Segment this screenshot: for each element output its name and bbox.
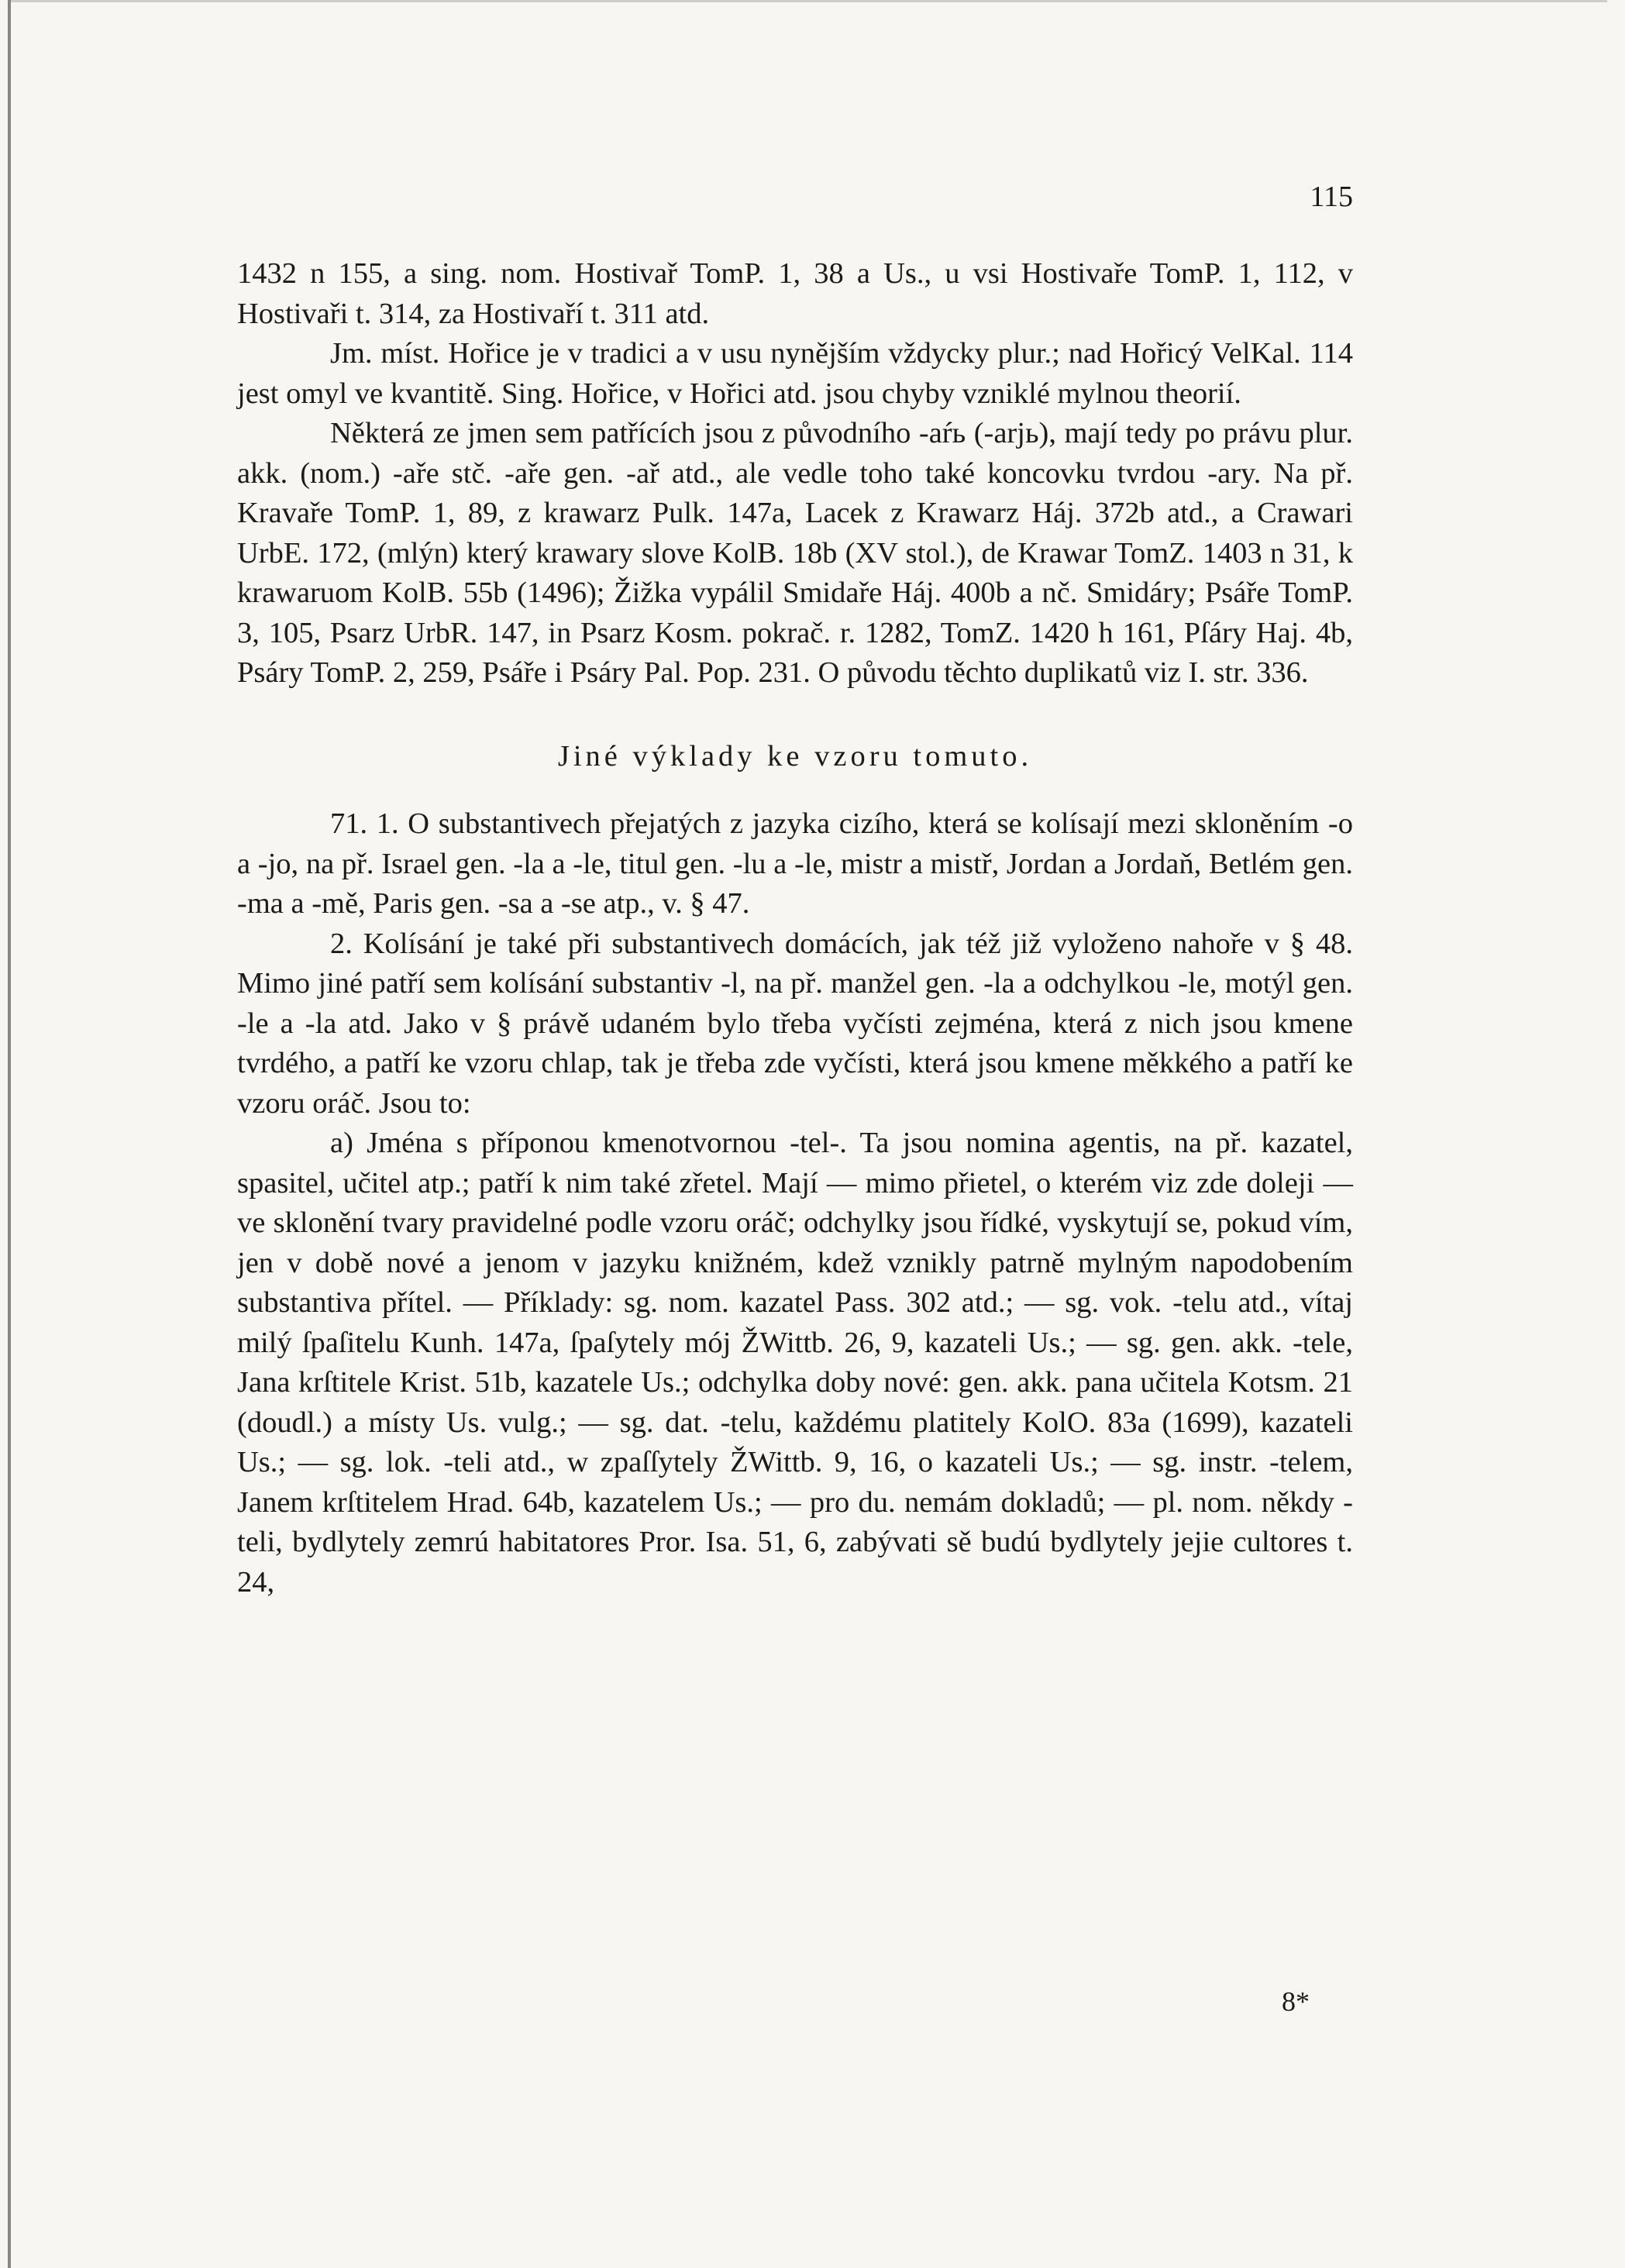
scan-edge-top	[11, 0, 1607, 2]
scan-edge-left	[8, 0, 11, 2268]
page-number: 115	[1310, 181, 1353, 213]
paragraph-71-2: 2. Kolísání je také při substantivech domácích, jak též již vyloženo nahoře v § 48. Mimo jiné patří sem kolísání substantiv -l, na př. manžel gen. -la a odchylkou -le, motýl gen. -le a -la atd. Jako v § právě udaném bylo třeba vyčísti zejména, která z nich jsou kmene tvrdého, a patří ke vzoru chlap, tak je třeba zde vyčísti, která jsou kmene měkkého a patří ke vzoru oráč. Jsou to:	[237, 927, 1353, 1120]
signature-mark: 8*	[1282, 1986, 1310, 2017]
body-text	[237, 254, 1353, 1602]
paragraph-ar-forms: Některá ze jmen sem patřících jsou z původního -aŕь (-arjь), mají tedy po právu plur. akk. (nom.) -aře stč. -aře gen. -ař atd., ale vedle toho také koncovku tvrdou -ary. Na př. Kravaře TomP. 1, 89, z krawarz Pulk. 147a, Lacek z Krawarz Háj. 372b atd., a Crawari UrbE. 172, (mlýn) který krawary slove KolB. 18b (XV stol.), de Krawar TomZ. 1403 n 31, k krawaruom KolB. 55b (1496); Žižka vypálil Smidaře Háj. 400b a nč. Smidáry; Psáře TomP. 3, 105, Psarz UrbR. 147, in Psarz Kosm. pokrač. r. 1282, TomZ. 1420 h 161, Pſáry Haj. 4b, Psáry TomP. 2, 259, Psáře i Psáry Pal. Pop. 231. O původu těchto duplikatů viz I. str. 336.	[237, 417, 1353, 689]
paragraph-hostivar: 1432 n 155, a sing. nom. Hostivař TomP. 1, 38 a Us., u vsi Hostivaře TomP. 1, 112, v Hostivaři t. 314, za Hostivaří t. 311 atd.	[237, 257, 1353, 330]
paragraph-71-2a: a) Jména s příponou kmenotvornou -tel-. Ta jsou nomina agentis, na př. kazatel, spasitel, učitel atp.; patří k nim také zřetel. Mají — mimo přietel, o kterém viz zde doleji — ve sklonění tvary pravidelné podle vzoru oráč; odchylky jsou řídké, vyskytují se, pokud vím, jen v době nové a jenom v jazyku knižném, kdež vznikly patrně mylným napodobením substantiva přítel. — Příklady: sg. nom. kazatel Pass. 302 atd.; — sg. vok. -telu atd., vítaj milý ſpaſitelu Kunh. 147a, ſpaſytely mój ŽWittb. 26, 9, kazateli Us.; — sg. gen. akk. -tele, Jana krſtitele Krist. 51b, kazatele Us.; odchylka doby nové: gen. akk. pana učitela Kotsm. 21 (doudl.) a místy Us. vulg.; — sg. dat. -telu, každému platitely KolO. 83a (1699), kazateli Us.; — sg. lok. -teli atd., w zpaſſytely ŽWittb. 9, 16, o kazateli Us.; — sg. instr. -telem, Janem krſtitelem Hrad. 64b, kazatelem Us.; — pro du. nemám dokladů; — pl. nom. někdy -teli, bydlytely zemrú habitatores Pror. Isa. 51, 6, zabývati sě budú bydlytely jejie cultores t. 24,	[237, 1127, 1353, 1599]
section-heading: Jiné výklady ke vzoru tomuto.	[557, 739, 1033, 773]
paragraph-horice: Jm. míst. Hořice je v tradici a v usu nynějším vždycky plur.; nad Hořicý VelKal. 114 jest omyl ve kvantitě. Sing. Hořice, v Hořici atd. jsou chyby vzniklé mylnou theorií.	[237, 337, 1353, 410]
paragraph-71-1: 71. 1. O substantivech přejatých z jazyka cizího, která se kolísají mezi skloněním -o a -jo, na př. Israel gen. -la a -le, titul gen. -lu a -le, mistr a mistř, Jordan a Jordaň, Betlém gen. -ma a -mě, Paris gen. -sa a -se atp., v. § 47.	[237, 807, 1353, 920]
